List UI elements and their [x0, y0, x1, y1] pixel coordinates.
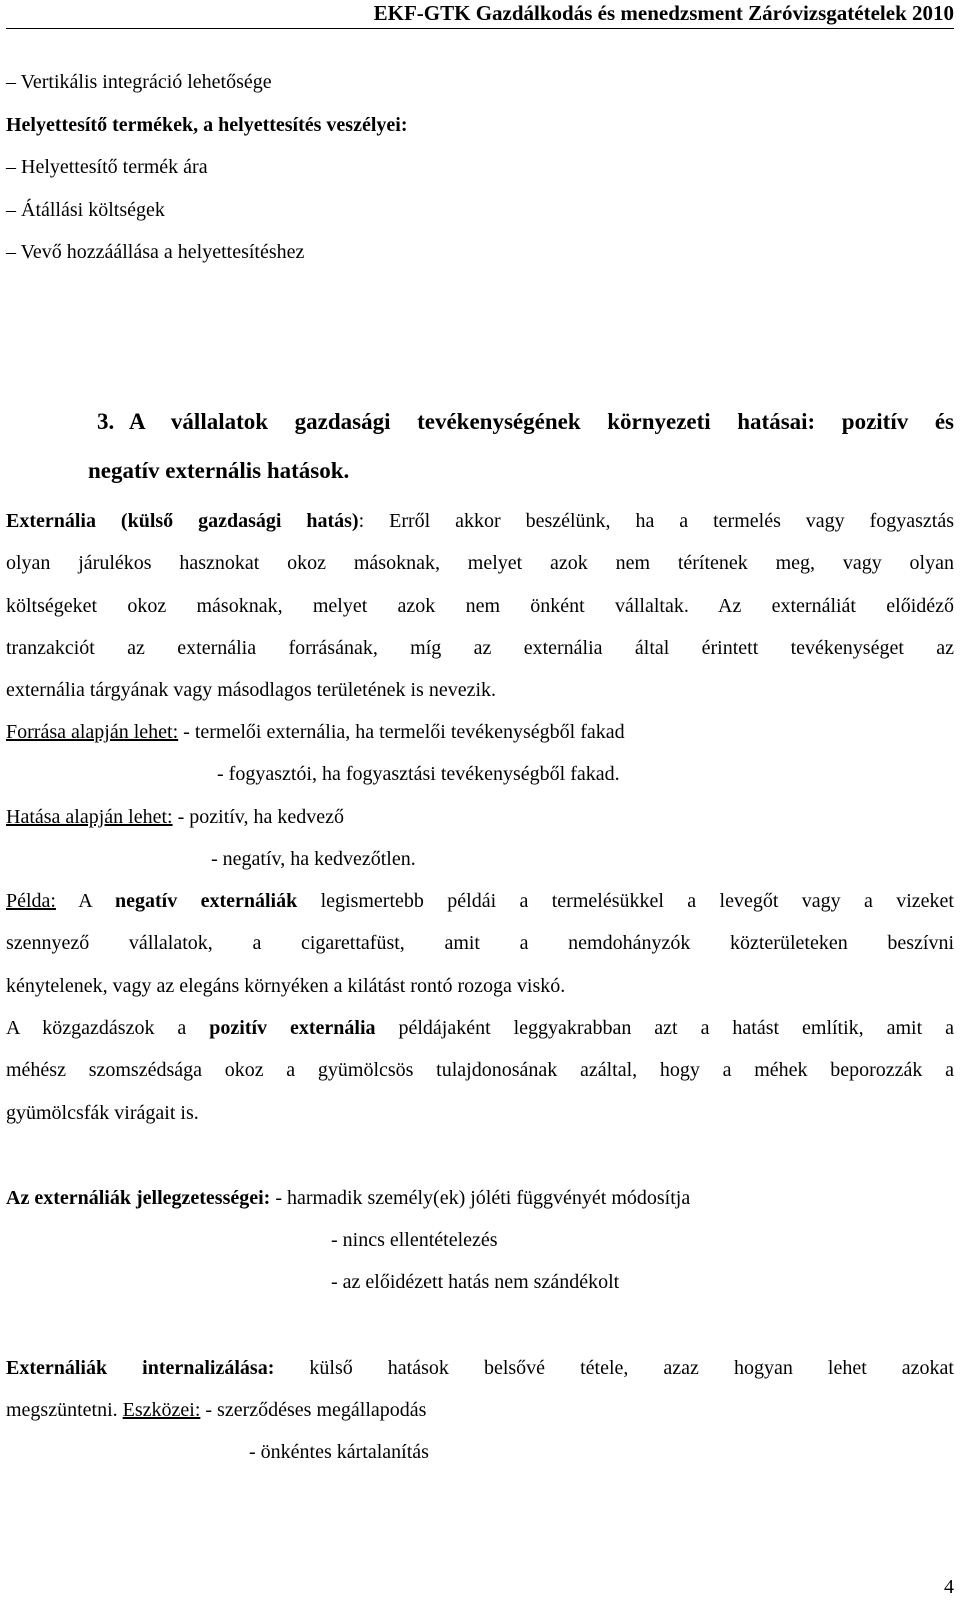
list-item: – Átállási költségek — [6, 199, 165, 221]
section-number: 3. — [97, 409, 115, 434]
list-item: – Vertikális integráció lehetősége — [6, 71, 272, 93]
characteristics-line1 — [6, 1186, 954, 1210]
example-label: Példa: — [6, 890, 56, 912]
characteristics-item: - az előidézett hatás nem szándékolt — [331, 1271, 620, 1293]
section-title-line1: A vállalatok gazdasági tevékenységének környezeti hatásai: pozitív és — [129, 409, 954, 434]
tools-label: Eszközei: — [122, 1399, 201, 1421]
positive-line2: méhész szomszédsága okoz a gyümölcsös tulajdonosának azáltal, hogy a méhek beporozzák a — [6, 1059, 954, 1081]
subheading: Helyettesítő termékek, a helyettesítés veszélyei: — [6, 114, 408, 136]
positive-line3: gyümölcsfák virágait is. — [6, 1102, 199, 1124]
source-item: - termelői externália, ha termelői tevékenységből fakad — [178, 721, 625, 743]
characteristics-label: Az externáliák jellegzetességei: — [6, 1187, 271, 1209]
internalization-line2: megszüntetni. Eszközei: - szerződéses megállapodás — [6, 1399, 427, 1421]
tools-item: - önkéntes kártalanítás — [249, 1441, 429, 1463]
example-line3: kénytelenek, vagy az elegáns környéken a kilátást rontó rozoga viskó. — [6, 975, 566, 997]
example-bold: negatív externáliák — [114, 890, 298, 912]
positive-bold: pozitív externália — [209, 1017, 376, 1039]
definition-text: : Erről akkor beszélünk, ha a termelés vagy fogyasztás — [358, 510, 954, 532]
definition-line3: költségeket okoz másoknak, melyet azok nem önként vállaltak. Az externáliát előidéző — [6, 595, 954, 617]
definition-line4: tranzakciót az externália forrásának, míg az externália által érintett tevékenységet az — [6, 637, 954, 659]
section-title-line2: negatív externális hatások. — [88, 458, 350, 483]
characteristics-item: - nincs ellentételezés — [331, 1229, 498, 1251]
source-item: - fogyasztói, ha fogyasztási tevékenységből fakad. — [217, 763, 620, 785]
positive-line1: A közgazdászok a pozitív externália példájaként leggyakrabban azt a hatást említik, amit a — [6, 1017, 955, 1039]
source-label: Forrása alapján lehet: — [6, 721, 179, 743]
section-heading — [0, 410, 960, 438]
definition-line1 — [6, 509, 954, 533]
effect-label: Hatása alapján lehet: — [6, 806, 173, 828]
internalization-label: Externáliák internalizálása: — [6, 1357, 275, 1379]
effect-item: - pozitív, ha kedvező — [172, 806, 345, 828]
effect-item: - negatív, ha kedvezőtlen. — [211, 848, 416, 870]
internalization-line1: Externáliák internalizálása: külső hatások belsővé tétele, azaz hogyan lehet azokat — [6, 1357, 954, 1379]
example-line1: Példa: A negatív externáliák legismertebb példái a termelésükkel a levegőt vagy a vizeket — [6, 890, 954, 912]
list-item: – Helyettesítő termék ára — [6, 156, 208, 178]
characteristics-item: - harmadik személy(ek) jóléti függvényét módosítja — [270, 1187, 691, 1209]
source-line1 — [6, 720, 954, 744]
page-number: 4 — [944, 1576, 954, 1598]
example-line2: szennyező vállalatok, a cigarettafüst, amit a nemdohányzók közterületeken beszívni — [6, 932, 954, 954]
definition-term: Externália (külső gazdasági hatás) — [6, 510, 359, 532]
header-title: EKF-GTK Gazdálkodás és menedzsment Záróvizsgatételek 2010 — [373, 1, 954, 25]
page-header — [6, 0, 954, 29]
definition-line5: externália tárgyának vagy másodlagos területének is nevezik. — [6, 679, 496, 701]
definition-line2: olyan járulékos hasznokat okoz másoknak, melyet azok nem térítenek meg, vagy olyan — [6, 552, 954, 574]
tools-item: - szerződéses megállapodás — [200, 1399, 427, 1421]
effect-line1 — [6, 805, 954, 829]
list-item: – Vevő hozzáállása a helyettesítéshez — [6, 241, 305, 263]
